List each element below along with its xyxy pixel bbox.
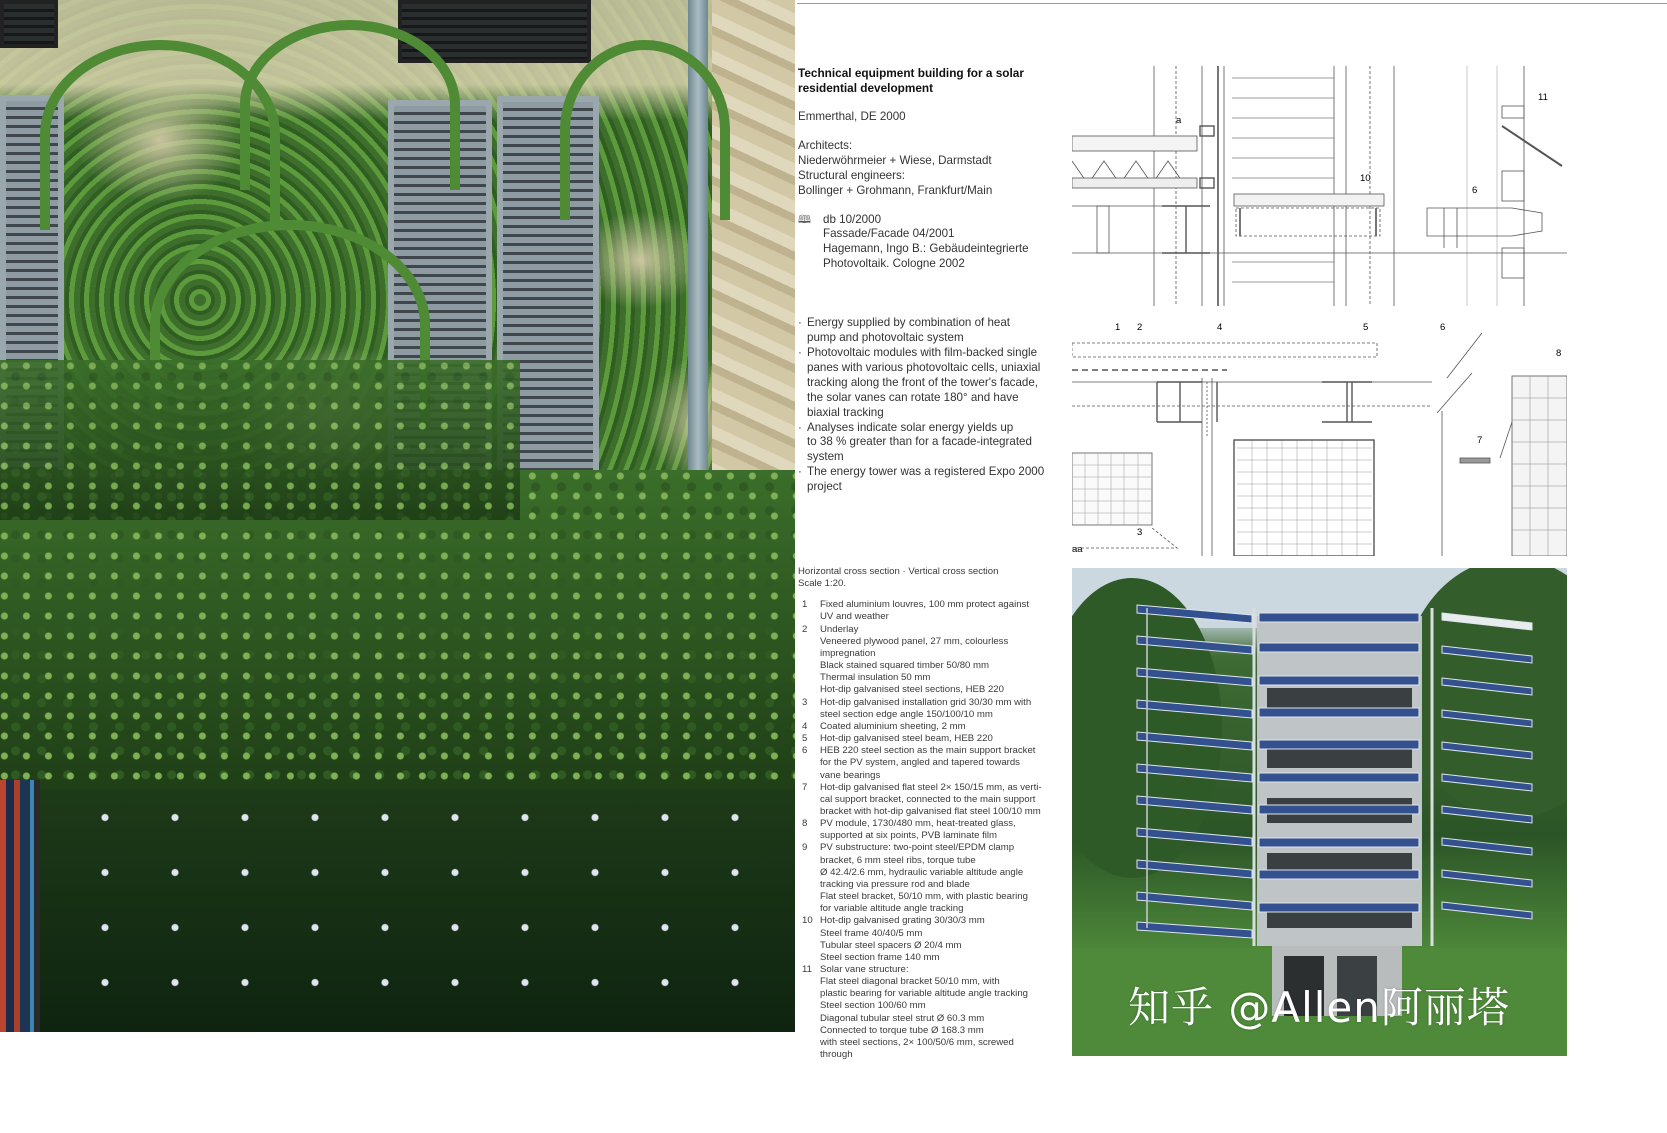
project-title: Technical equipment building for a solar residential development [798, 66, 1024, 95]
drawing-label: 6 [1472, 185, 1478, 196]
legend-line: through [820, 1049, 853, 1061]
legend-line: Black stained squared timber 50/80 mm [820, 660, 990, 672]
drawing-label: aa [1072, 544, 1083, 555]
drawing-label: 2 [1137, 322, 1143, 333]
drawing-legend [798, 566, 1063, 1061]
top-rule [797, 3, 1667, 4]
legend-line: for the PV system, angled and tapered towards [820, 757, 1020, 769]
legend-line: Hot-dip galvanised flat steel 2× 150/15 mm, as verti- [820, 781, 1042, 793]
legend-line: Flat steel bracket, 50/10 mm, with plastic bearing [820, 891, 1028, 903]
legend-line: Hot-dip galvanised installation grid 30/30 mm with [820, 696, 1032, 708]
engineers-label: Structural engineers: [798, 168, 905, 182]
legend-line: cal support bracket, connected to the main support [820, 793, 1036, 805]
legend-items [798, 599, 1063, 1061]
drawing-label: a [1176, 115, 1182, 126]
legend-line: tracking via pressure rod and blade [820, 878, 970, 890]
legend-item [798, 915, 1063, 964]
drawing-label: 11 [1538, 92, 1548, 103]
project-info [798, 66, 1063, 495]
legend-line: Ø 42.4/2.6 mm, hydraulic variable altitude angle [820, 866, 1024, 878]
legend-line: steel section edge angle 150/100/10 mm [820, 708, 993, 720]
legend-number: 3 [802, 696, 808, 708]
drawing-label: 10 [1360, 173, 1371, 184]
drawing-label: 1 [1115, 322, 1121, 333]
watermark-text: 知乎 @Allen阿丽塔 [1128, 983, 1510, 1032]
legend-number: 2 [802, 623, 808, 635]
horizontal-section-drawing [1072, 66, 1567, 306]
legend-number: 1 [802, 599, 808, 611]
reference-item: db 10/2000 [823, 212, 882, 226]
engineers-name: Bollinger + Grohmann, Frankfurt/Main [798, 183, 993, 197]
legend-line: Hot-dip galvanised grating 30/30/3 mm [820, 915, 985, 927]
legend-line: Steel frame 40/40/5 mm [820, 927, 923, 939]
legend-line: PV substructure: two-point steel/EPDM clamp [820, 842, 1015, 854]
drawing-label: 8 [1556, 348, 1562, 359]
reference-item: Hagemann, Ingo B.: Gebäudeintegrierte [823, 242, 1029, 256]
legend-number: 4 [802, 720, 808, 732]
upper-shutter-left [0, 0, 58, 48]
drawing-label: 3 [1137, 527, 1143, 538]
legend-line: Thermal insulation 50 mm [820, 672, 931, 684]
drawing-label: 7 [1477, 435, 1483, 446]
feature-item: · Photovoltaic modules with film-backed single panes with various photovoltaic cells, uniaxial tracking along the front of the tower's facade, the solar vanes can rotate 180° and have biaxial tracking [798, 346, 1063, 421]
legend-number: 9 [802, 842, 808, 854]
legend-line: UV and weather [820, 611, 889, 623]
legend-line: Steel section frame 140 mm [820, 951, 940, 963]
architects-name: Niederwöhrmeier + Wiese, Darmstadt [798, 153, 992, 167]
legend-line: Connected to torque tube Ø 168.3 mm [820, 1024, 984, 1036]
legend-number: 10 [802, 915, 813, 927]
reference-item: Fassade/Facade 04/2001 [823, 227, 955, 241]
legend-caption: Horizontal cross section · Vertical cross section [798, 566, 999, 577]
legend-line: Fixed aluminium louvres, 100 mm protect against [820, 599, 1030, 611]
legend-line: Solar vane structure: [820, 964, 909, 975]
architects-label: Architects: [798, 138, 853, 152]
feature-item: · Analyses indicate solar energy yields up to 38 % greater than for a facade-integrated system [798, 421, 1063, 466]
drawing-label: 5 [1363, 322, 1369, 333]
legend-line: Tubular steel spacers Ø 20/4 mm [820, 939, 962, 951]
legend-line: Veneered plywood panel, 27 mm, colourless [820, 635, 1009, 647]
book-icon: 🕮 [798, 213, 811, 226]
legend-line: Hot-dip galvanised steel sections, HEB 220 [820, 684, 1004, 696]
legend-line: Steel section 100/60 mm [820, 1000, 926, 1012]
legend-number: 6 [802, 745, 808, 757]
legend-item [798, 745, 1063, 781]
legend-item [798, 818, 1063, 842]
feature-item: · The energy tower was a registered Expo 2000 project [798, 465, 1063, 495]
legend-line: Coated aluminium sheeting, 2 mm [820, 720, 966, 732]
legend-line: HEB 220 steel section as the main support bracket [820, 745, 1036, 757]
legend-line: PV module, 1730/480 mm, heat-treated glass, [820, 818, 1016, 830]
legend-line: bracket, 6 mm steel ribs, torque tube [820, 854, 976, 866]
legend-item [798, 599, 1063, 623]
ivy-vine [240, 20, 460, 190]
striped-fabric [0, 780, 40, 1032]
vertical-section-drawing [1072, 318, 1567, 556]
legend-item [798, 733, 1063, 745]
legend-number: 8 [802, 818, 808, 830]
drawing-label: 6 [1440, 322, 1446, 333]
legend-line: supported at six points, PVB laminate film [820, 830, 998, 842]
legend-item [798, 721, 1063, 733]
legend-item [798, 964, 1063, 1061]
legend-item [798, 842, 1063, 915]
legend-line: vane bearings [820, 769, 881, 781]
legend-line: Hot-dip galvanised steel beam, HEB 220 [820, 733, 993, 745]
references [798, 213, 1063, 273]
legend-number: 7 [802, 781, 808, 793]
legend-line: bracket with hot-dip galvanised flat steel 100/10 mm [820, 805, 1041, 817]
flowering-shrubs [0, 790, 795, 1032]
legend-item [798, 782, 1063, 818]
feature-list [798, 316, 1063, 495]
legend-line: Flat steel diagonal bracket 50/10 mm, with [820, 976, 1000, 988]
ivy-vine [560, 40, 730, 220]
legend-item [798, 697, 1063, 721]
project-location: Emmerthal, DE 2000 [798, 110, 906, 123]
legend-line: impregnation [820, 647, 876, 659]
legend-line: Diagonal tubular steel strut Ø 60.3 mm [820, 1012, 985, 1024]
ivy-foliage [0, 360, 520, 520]
legend-line: for variable altitude angle tracking [820, 903, 964, 915]
legend-number: 11 [802, 964, 812, 975]
legend-scale: Scale 1:20. [798, 578, 847, 590]
drawing-label: 4 [1217, 322, 1223, 333]
legend-line: plastic bearing for variable altitude angle tracking [820, 988, 1028, 1000]
legend-line: Underlay [820, 623, 859, 635]
reference-item: Photovoltaik. Cologne 2002 [823, 257, 965, 271]
feature-item: · Energy supplied by combination of heat pump and photovoltaic system [798, 316, 1063, 346]
legend-number: 5 [802, 733, 808, 745]
legend-line: with steel sections, 2× 100/50/6 mm, screwed [820, 1036, 1014, 1048]
ivy-facade-photo [0, 0, 795, 1032]
legend-item [798, 624, 1063, 697]
